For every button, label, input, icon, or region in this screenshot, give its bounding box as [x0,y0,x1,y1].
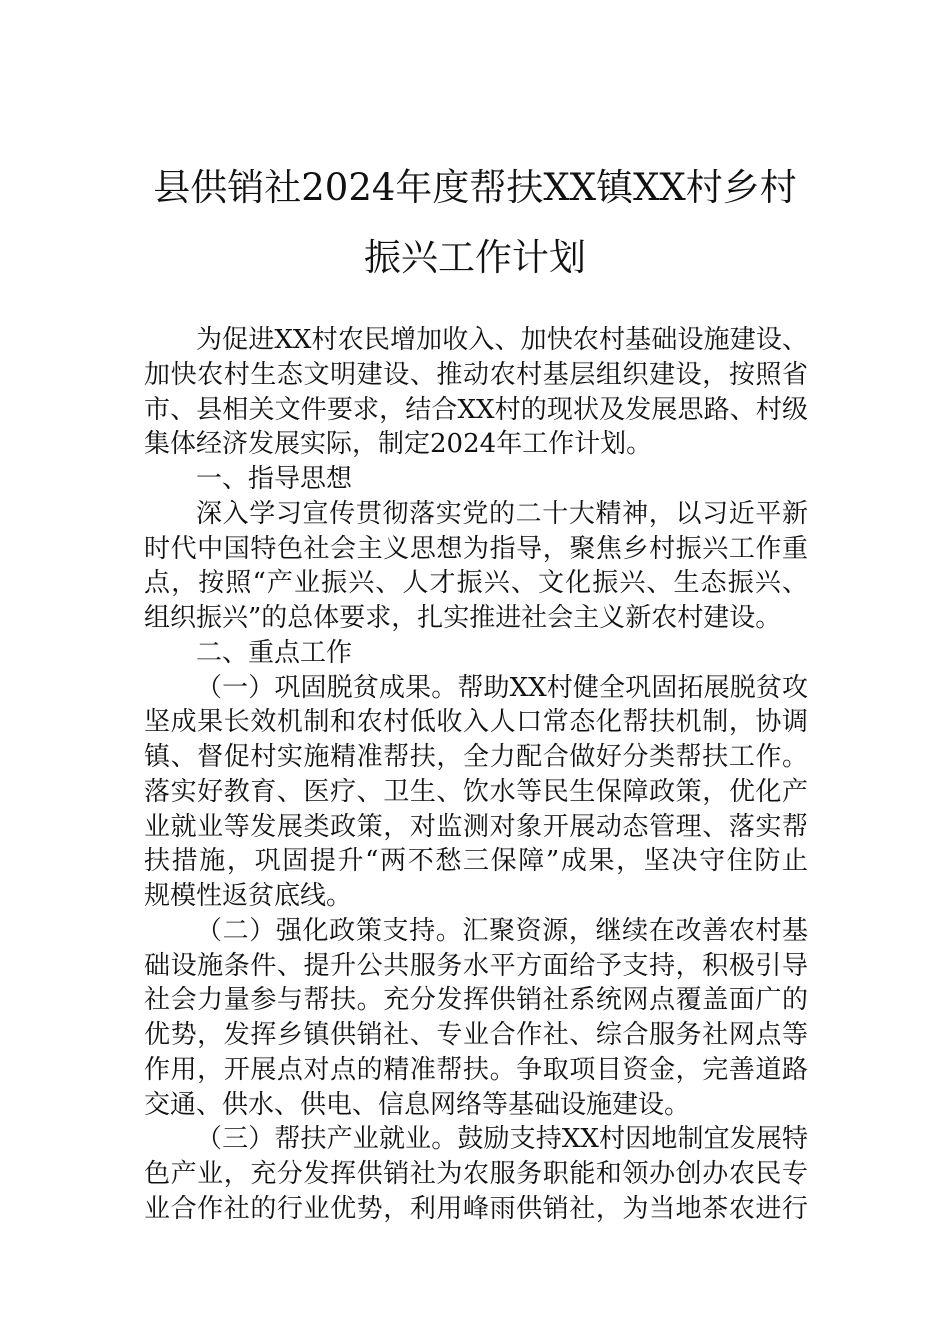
document-text-line: 集体经济发展实际，制定2024年工作计划。 [144,429,653,460]
document-text-line: 坚成果长效机制和农村低收入人口常态化帮扶机制，协调 [144,707,808,738]
document-text-line: （一）巩固脱贫成果。帮助XX村健全巩固拓展脱贫攻 [196,672,808,703]
document-text-line: 一、指导思想 [196,464,353,494]
document-text-line: 规模性返贫底线。 [144,881,353,911]
document-text-line: 市、县相关文件要求，结合XX村的现状及发展思路、村级 [144,394,808,425]
document-text-line: 优势，发挥乡镇供销社、专业合作社、综合服务社网点等 [144,1020,808,1050]
document-text-line: 扶措施，巩固提升“两不愁三保障”成果，坚决守住防止 [144,846,808,877]
document-text-line: （三）帮扶产业就业。鼓励支持XX村因地制宜发展特 [196,1124,808,1155]
document-title-line-1: 县供销社2024年度帮扶XX镇XX村乡村 [153,166,797,209]
document-body [144,323,808,1227]
document-text-line: 组织振兴”的总体要求，扎实推进社会主义新农村建设。 [144,603,782,633]
document-text-line: 作用，开展点对点的精准帮扶。争取项目资金，完善道路 [144,1054,808,1085]
document-text-line: 落实好教育、医疗、卫生、饮水等民生保障政策，优化产 [144,776,808,807]
document-text-line: 业合作社的行业优势，利用峰雨供销社，为当地茶农进行 [144,1193,808,1224]
document-text-line: 二、重点工作 [196,637,353,668]
document-text-line: 深入学习宣传贯彻落实党的二十大精神，以习近平新 [196,498,808,529]
document-text-line: 业就业等发展类政策，对监测对象开展动态管理、落实帮 [144,811,808,842]
document-text-line: 础设施条件、提升公共服务水平方面给予支持，积极引导 [144,950,808,981]
document-text-line: 交通、供水、供电、信息网络等基础设施建设。 [144,1089,691,1120]
document-text-line: 社会力量参与帮扶。充分发挥供销社系统网点覆盖面广的 [144,985,808,1016]
document-text-line: 色产业，充分发挥供销社为农服务职能和领办创办农民专 [144,1159,808,1189]
document-text-line: 镇、督促村实施精准帮扶，全力配合做好分类帮扶工作。 [144,742,808,772]
document-text-line: 时代中国特色社会主义思想为指导，聚焦乡村振兴工作重 [144,533,808,564]
document-text-line: 点，按照“产业振兴、人才振兴、文化振兴、生态振兴、 [144,568,808,599]
document-text-line: 加快农村生态文明建设、推动农村基层组织建设，按照省 [144,359,808,390]
document-text-line: （二）强化政策支持。汇聚资源，继续在改善农村基 [196,915,808,946]
document-text-line: 为促进XX村农民增加收入、加快农村基础设施建设、 [196,325,808,355]
document-title-line-2: 振兴工作计划 [364,236,586,279]
